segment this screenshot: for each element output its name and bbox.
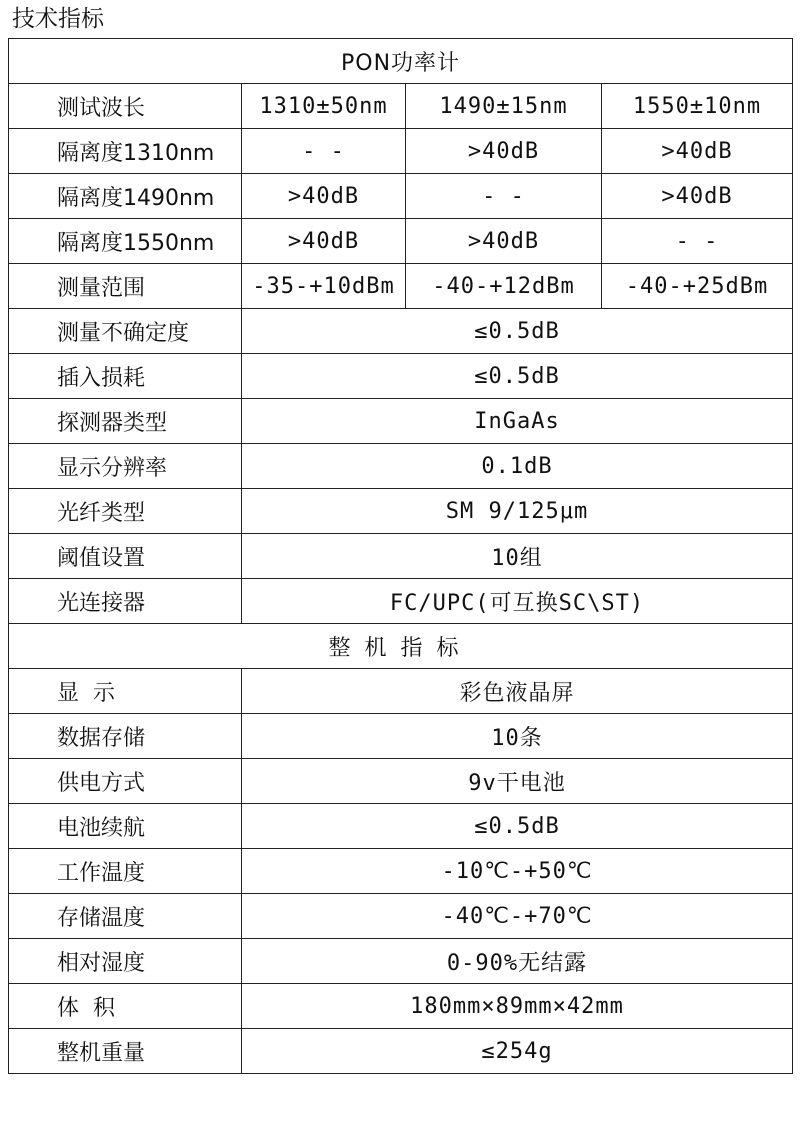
table-row xyxy=(9,1029,793,1074)
row-label: 探测器类型 xyxy=(9,399,242,444)
table-cell: 1550±10nm xyxy=(602,84,793,129)
table-cell: 180mm×89mm×42mm xyxy=(242,984,793,1029)
table-cell: -10℃-+50℃ xyxy=(242,849,793,894)
table-row xyxy=(9,444,793,489)
table-row xyxy=(9,399,793,444)
table-cell: - - xyxy=(406,174,602,219)
row-label: 测试波长 xyxy=(9,84,242,129)
table-cell: -35-+10dBm xyxy=(242,264,406,309)
table-cell: 1310±50nm xyxy=(242,84,406,129)
table-row xyxy=(9,714,793,759)
table-cell: - - xyxy=(602,219,793,264)
row-label: 光纤类型 xyxy=(9,489,242,534)
row-label: 光连接器 xyxy=(9,579,242,624)
table-cell: -40-+12dBm xyxy=(406,264,602,309)
spec-table xyxy=(8,38,793,1074)
table-row xyxy=(9,84,793,129)
section-header-row xyxy=(9,39,793,84)
row-label: 隔离度1310nm xyxy=(9,129,242,174)
table-cell: 0.1dB xyxy=(242,444,793,489)
row-label: 工作温度 xyxy=(9,849,242,894)
table-cell: SM 9/125μm xyxy=(242,489,793,534)
table-row xyxy=(9,579,793,624)
table-cell: 1490±15nm xyxy=(406,84,602,129)
table-row xyxy=(9,984,793,1029)
table-cell: FC/UPC(可互换SC\ST) xyxy=(242,579,793,624)
table-row xyxy=(9,759,793,804)
row-label: 显 示 xyxy=(9,669,242,714)
row-label: 显示分辨率 xyxy=(9,444,242,489)
table-cell: 10组 xyxy=(242,534,793,579)
table-cell: ≤254g xyxy=(242,1029,793,1074)
row-label: 隔离度1490nm xyxy=(9,174,242,219)
row-label: 供电方式 xyxy=(9,759,242,804)
row-label: 阈值设置 xyxy=(9,534,242,579)
table-row xyxy=(9,939,793,984)
table-cell: 彩色液晶屏 xyxy=(242,669,793,714)
table-cell: -40-+25dBm xyxy=(602,264,793,309)
row-label: 体 积 xyxy=(9,984,242,1029)
table-cell: >40dB xyxy=(406,219,602,264)
table-cell: ≤0.5dB xyxy=(242,309,793,354)
table-row xyxy=(9,534,793,579)
table-row xyxy=(9,804,793,849)
table-row xyxy=(9,219,793,264)
row-label: 存储温度 xyxy=(9,894,242,939)
table-cell: InGaAs xyxy=(242,399,793,444)
table-cell: 9v干电池 xyxy=(242,759,793,804)
table-cell: ≤0.5dB xyxy=(242,804,793,849)
row-label: 电池续航 xyxy=(9,804,242,849)
table-row xyxy=(9,489,793,534)
table-row xyxy=(9,894,793,939)
section-title-device: 整机指标 xyxy=(9,624,793,669)
table-row xyxy=(9,669,793,714)
table-row xyxy=(9,309,793,354)
row-label: 测量不确定度 xyxy=(9,309,242,354)
section-header-row xyxy=(9,624,793,669)
table-cell: >40dB xyxy=(242,174,406,219)
table-cell: 0-90%无结露 xyxy=(242,939,793,984)
table-cell: >40dB xyxy=(602,129,793,174)
row-label: 插入损耗 xyxy=(9,354,242,399)
row-label: 相对湿度 xyxy=(9,939,242,984)
row-label: 整机重量 xyxy=(9,1029,242,1074)
page-title: 技术指标 xyxy=(12,6,104,32)
table-row xyxy=(9,264,793,309)
row-label: 数据存储 xyxy=(9,714,242,759)
table-cell: 10条 xyxy=(242,714,793,759)
table-cell: ≤0.5dB xyxy=(242,354,793,399)
row-label: 隔离度1550nm xyxy=(9,219,242,264)
table-cell: -40℃-+70℃ xyxy=(242,894,793,939)
section-title-pon: PON功率计 xyxy=(9,39,793,84)
table-row xyxy=(9,849,793,894)
table-cell: >40dB xyxy=(242,219,406,264)
row-label: 测量范围 xyxy=(9,264,242,309)
table-row xyxy=(9,174,793,219)
table-cell: >40dB xyxy=(602,174,793,219)
table-row xyxy=(9,354,793,399)
table-cell: >40dB xyxy=(406,129,602,174)
table-row xyxy=(9,129,793,174)
table-cell: - - xyxy=(242,129,406,174)
